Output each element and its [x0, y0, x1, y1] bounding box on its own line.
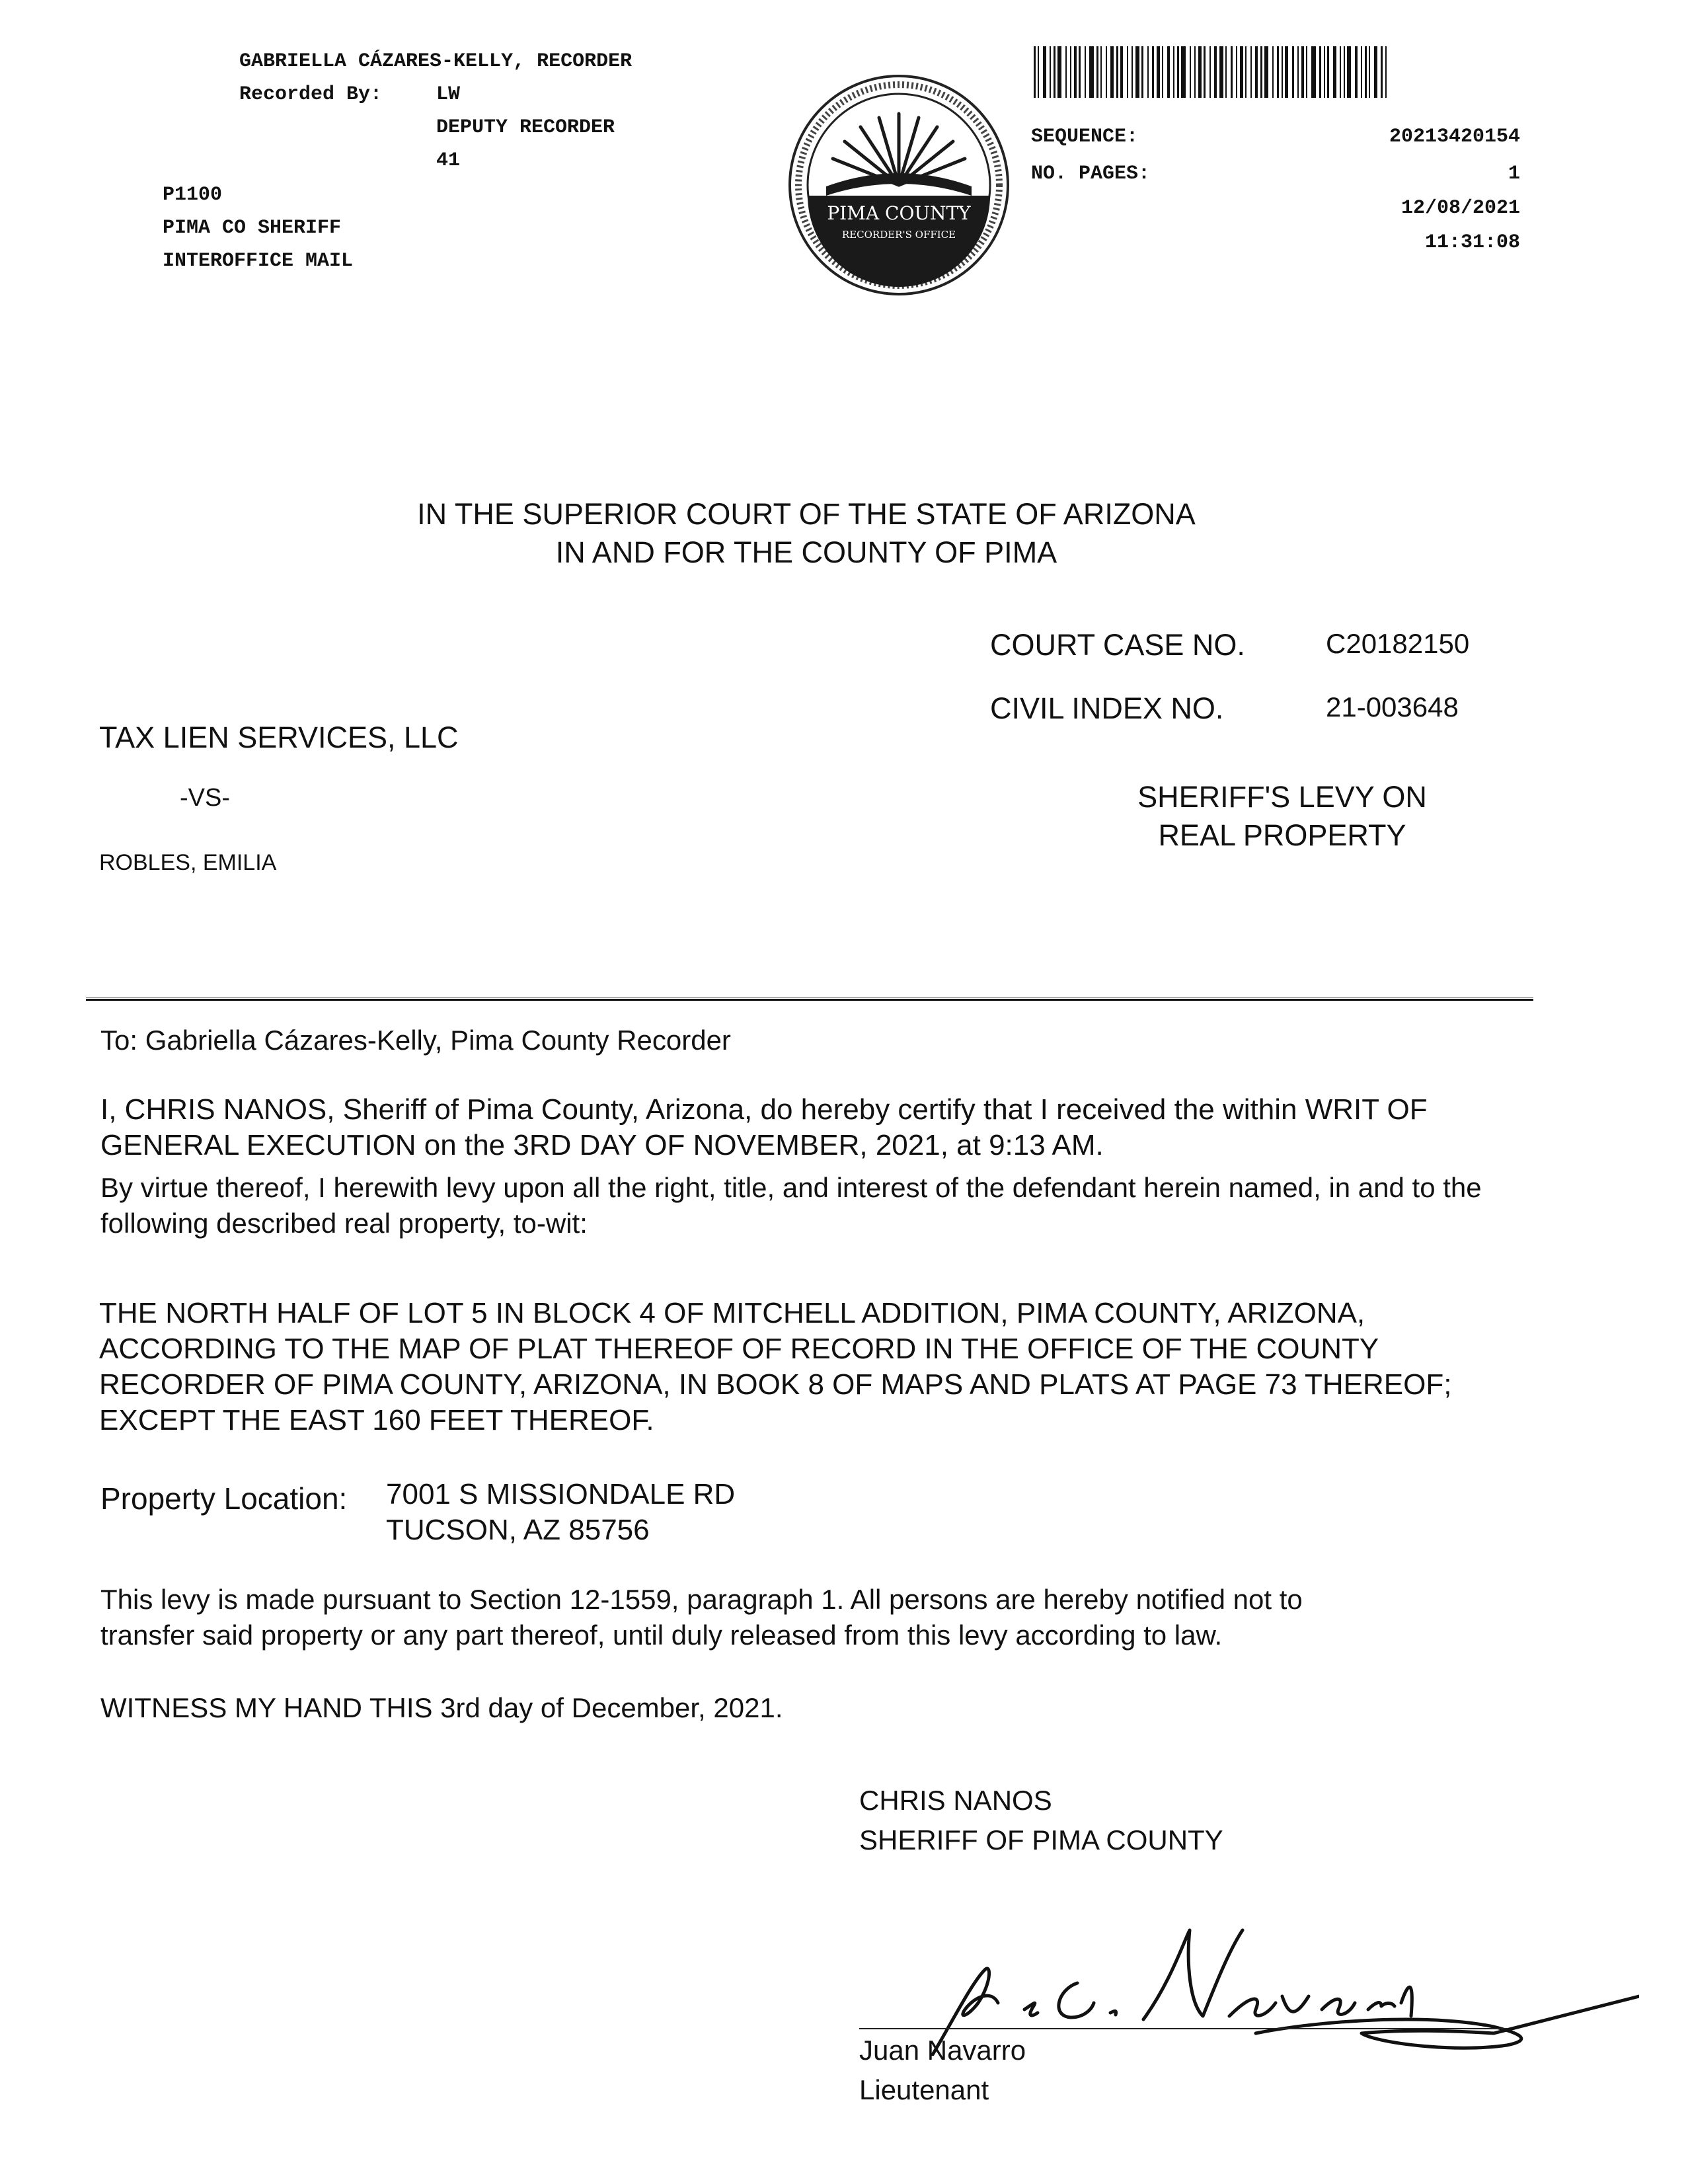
barcode-bar	[1043, 46, 1046, 98]
barcode-bar	[1369, 46, 1370, 98]
pages-value: 1	[1508, 163, 1520, 185]
barcode-bar	[1141, 46, 1143, 98]
signer-title: Lieutenant	[859, 2074, 989, 2105]
barcode-bar	[1272, 46, 1274, 98]
barcode-bar	[1219, 46, 1223, 98]
barcode-bar	[1209, 46, 1211, 98]
barcode-bar	[1365, 46, 1367, 98]
barcode-bar	[1116, 46, 1118, 98]
return-to: PIMA CO SHERIFF	[163, 217, 342, 239]
divider-rule	[86, 997, 1533, 1002]
barcode-bar	[1173, 46, 1174, 98]
recorded-by-label: Recorded By:	[239, 83, 383, 106]
barcode-bar	[1204, 46, 1206, 98]
barcode-bar	[1282, 46, 1283, 98]
county-seal-image	[786, 73, 1011, 297]
deputy-recorder: DEPUTY RECORDER	[436, 116, 615, 139]
legal-description-line2: ACCORDING TO THE MAP OF PLAT THEREOF OF RECORD IN THE OFFICE OF THE COUNTY	[99, 1333, 1379, 1365]
sequence-label: SEQUENCE:	[1031, 126, 1139, 148]
barcode-bar	[1135, 46, 1139, 98]
recorded-time: 11:31:08	[1424, 231, 1520, 254]
barcode-bar	[1065, 46, 1067, 98]
case-number-label: COURT CASE NO.	[990, 628, 1245, 662]
signer-name: Juan Navarro	[859, 2035, 1026, 2066]
recorded-by-value: LW	[436, 83, 461, 106]
barcode-bar	[1162, 46, 1163, 98]
property-location-label: Property Location:	[100, 1481, 348, 1516]
barcode-bar	[1374, 46, 1377, 98]
barcode-bar	[1127, 46, 1128, 98]
barcode-bar	[1147, 46, 1149, 98]
recorded-date: 12/08/2021	[1400, 197, 1520, 219]
civil-index-value: 21-003648	[1326, 691, 1459, 722]
barcode-bar	[1285, 46, 1288, 98]
barcode-bar	[1255, 46, 1258, 98]
barcode-bar	[1106, 46, 1107, 98]
document-title-line2: REAL PROPERTY	[1158, 818, 1406, 852]
barcode-bar	[1096, 46, 1098, 98]
barcode-bar	[1198, 46, 1202, 98]
witness-line: WITNESS MY HAND THIS 3rd day of December, 2021.	[100, 1692, 783, 1723]
court-heading-line1: IN THE SUPERIOR COURT OF THE STATE OF ARIZONA	[417, 497, 1196, 531]
barcode-bar	[1070, 46, 1071, 98]
deputy-number: 41	[436, 149, 461, 172]
barcode	[1034, 46, 1484, 98]
barcode-bar	[1361, 46, 1362, 98]
barcode-bar	[1311, 46, 1316, 98]
seal-office: RECORDER'S OFFICE	[841, 229, 956, 241]
court-heading-line2: IN AND FOR THE COUNTY OF PIMA	[555, 535, 1057, 569]
barcode-bar	[1236, 46, 1237, 98]
barcode-bar	[1225, 46, 1227, 98]
barcode-bar	[1344, 46, 1345, 98]
barcode-bar	[1100, 46, 1102, 98]
barcode-bar	[1324, 46, 1325, 98]
civil-index-label: CIVIL INDEX NO.	[990, 691, 1224, 725]
barcode-bar	[1306, 46, 1307, 98]
barcode-bar	[1385, 46, 1387, 98]
barcode-bar	[1110, 46, 1114, 98]
pages-label: NO. PAGES:	[1031, 163, 1151, 185]
barcode-bar	[1264, 46, 1268, 98]
barcode-bar	[1297, 46, 1299, 98]
barcode-bar	[1054, 46, 1055, 98]
property-address-line2: TUCSON, AZ 85756	[386, 1514, 650, 1546]
statute-line2: transfer said property or any part thereof, until duly released from this levy according to law.	[100, 1619, 1223, 1651]
barcode-bar	[1132, 46, 1133, 98]
return-code: P1100	[163, 184, 223, 206]
barcode-bar	[1177, 46, 1179, 98]
barcode-bar	[1319, 46, 1321, 98]
barcode-bar	[1355, 46, 1358, 98]
to-line: To: Gabriella Cázares-Kelly, Pima County Recorder	[100, 1025, 731, 1056]
case-number-value: C20182150	[1326, 628, 1470, 659]
barcode-bar	[1194, 46, 1196, 98]
barcode-bar	[1260, 46, 1262, 98]
barcode-bar	[1333, 46, 1336, 98]
barcode-bar	[1157, 46, 1160, 98]
barcode-bar	[1167, 46, 1170, 98]
sheriff-name: CHRIS NANOS	[859, 1785, 1052, 1816]
sheriff-title: SHERIFF OF PIMA COUNTY	[859, 1824, 1223, 1855]
barcode-bar	[1050, 46, 1051, 98]
barcode-bar	[1231, 46, 1233, 98]
barcode-bar	[1292, 46, 1294, 98]
legal-description-line1: THE NORTH HALF OF LOT 5 IN BLOCK 4 OF MITCHELL ADDITION, PIMA COUNTY, ARIZONA,	[99, 1297, 1365, 1329]
seal-name: PIMA COUNTY	[827, 202, 971, 224]
delivery-method: INTEROFFICE MAIL	[163, 250, 354, 272]
barcode-bar	[1245, 46, 1247, 98]
barcode-bar	[1250, 46, 1252, 98]
barcode-bar	[1340, 46, 1341, 98]
barcode-bar	[1190, 46, 1191, 98]
barcode-bar	[1214, 46, 1217, 98]
handwritten-signature	[859, 1904, 1639, 2056]
legal-description-line3: RECORDER OF PIMA COUNTY, ARIZONA, IN BOOK 8 OF MAPS AND PLATS AT PAGE 73 THEREOF;	[99, 1368, 1452, 1401]
document-title-line1: SHERIFF'S LEVY ON	[1137, 780, 1427, 814]
barcode-bar	[1181, 46, 1186, 98]
certification-paragraph: I, CHRIS NANOS, Sheriff of Pima County, Arizona, do hereby certify that I received the within WRIT OF GENERAL EXECUTION on the 3RD DAY OF NOVEMBER, 2021, at 9:13 AM.	[100, 1093, 1428, 1161]
barcode-bar	[1034, 46, 1036, 98]
barcode-bar	[1074, 46, 1077, 98]
barcode-bar	[1089, 46, 1094, 98]
barcode-bar	[1085, 46, 1086, 98]
versus: -VS-	[180, 784, 230, 812]
barcode-bar	[1152, 46, 1154, 98]
barcode-bar	[1277, 46, 1279, 98]
barcode-bar	[1057, 46, 1061, 98]
barcode-bar	[1240, 46, 1243, 98]
statute-line1: This levy is made pursuant to Section 12-1559, paragraph 1. All persons are hereby notified not to	[100, 1584, 1303, 1615]
levy-paragraph: By virtue thereof, I herewith levy upon all the right, title, and interest of the defendant herein named, in and to the following described real property, to-wit:	[100, 1172, 1482, 1239]
barcode-bar	[1347, 46, 1351, 98]
barcode-bar	[1381, 46, 1383, 98]
sequence-value: 20213420154	[1389, 126, 1520, 148]
property-address-line1: 7001 S MISSIONDALE RD	[386, 1478, 736, 1510]
plaintiff: TAX LIEN SERVICES, LLC	[99, 721, 459, 754]
barcode-bar	[1038, 46, 1039, 98]
signature-line	[859, 2028, 1507, 2029]
barcode-bar	[1327, 46, 1329, 98]
barcode-bar	[1301, 46, 1304, 98]
defendant: ROBLES, EMILIA	[99, 850, 277, 875]
recorder-name: GABRIELLA CÁZARES-KELLY, RECORDER	[239, 50, 633, 73]
legal-description-line4: EXCEPT THE EAST 160 FEET THEREOF.	[99, 1404, 654, 1436]
barcode-bar	[1120, 46, 1123, 98]
barcode-bar	[1079, 46, 1081, 98]
